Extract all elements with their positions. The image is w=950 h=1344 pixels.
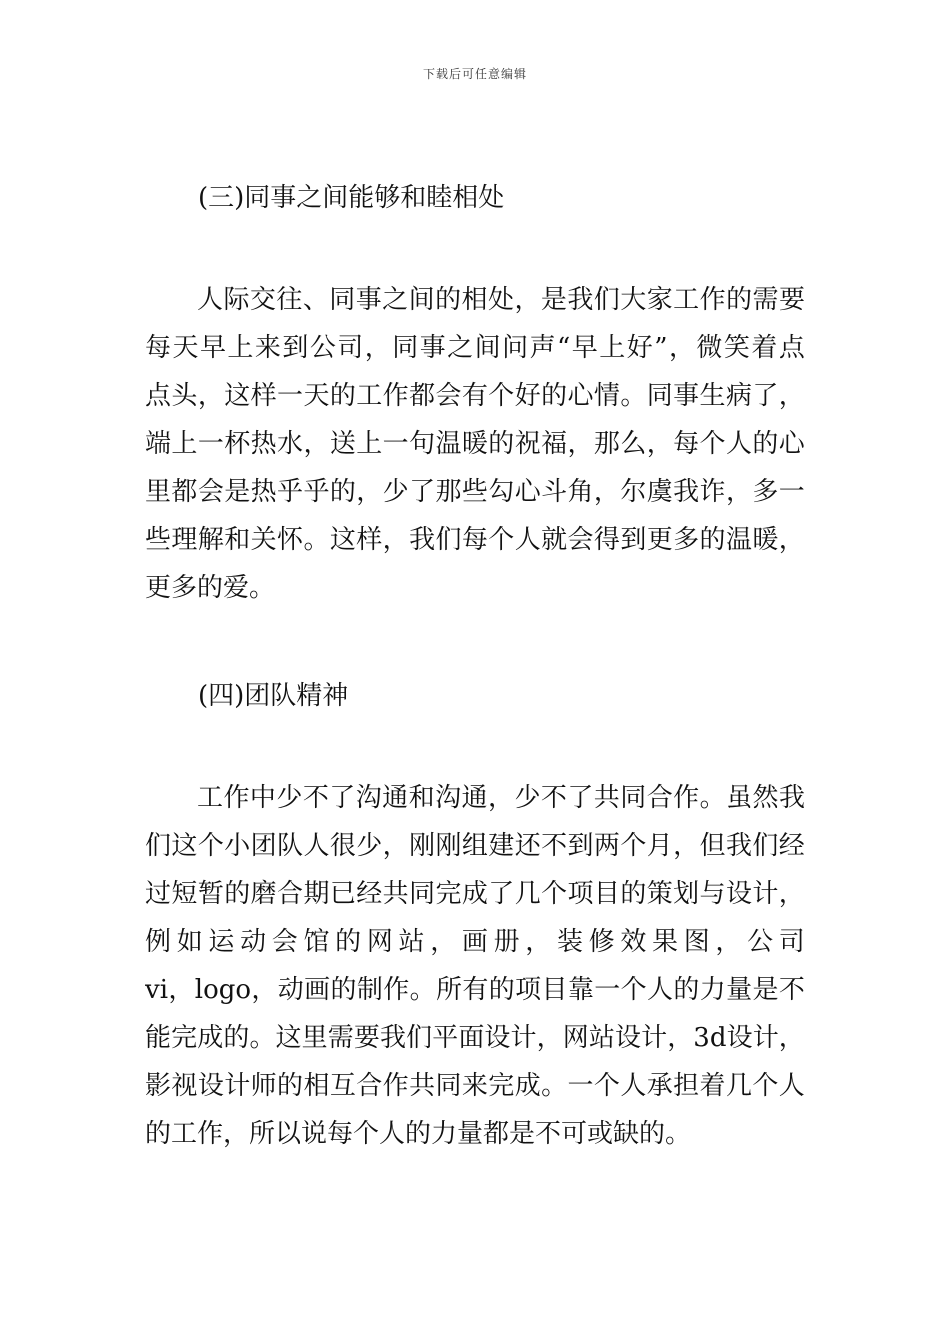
paragraph-line: 们 这 个 小 团 队 人 很 少 ， 刚 刚 组 建 还 不 到 两 个 月 ， 但 我 们 经 — [145, 831, 805, 861]
paragraph-line: 些 理 解 和 关 怀 。 这 样 ， 我 们 每 个 人 就 会 得 到 更 多 的 温 暖 ， — [145, 525, 805, 555]
paragraph-line: 例 如 运 动 会 馆 的 网 站 ， 画 册 ， 装 修 效 果 图 ， 公 司 — [145, 927, 805, 957]
paragraph-line: 点 头 ， 这 样 一 天 的 工 作 都 会 有 个 好 的 心 情 。 同 事 生 病 了 ， — [145, 381, 805, 411]
paragraph-colleague-relations — [145, 276, 805, 612]
section-heading-3: (三)同事之间能够和睦相处 — [198, 183, 505, 213]
section-heading-4: (四)团队精神 — [198, 681, 349, 711]
paragraph-line: 每 天 早 上 来 到 公 司 ， 同 事 之 间 问 声 “ 早 上 好 ” ， 微 笑 着 点 — [145, 333, 805, 363]
page-header: 下载后可任意编辑 — [422, 67, 527, 81]
paragraph-line: 的工作，所以说每个人的力量都是不可或缺的。 — [145, 1119, 692, 1149]
paragraph-line: 影 视 设 计 师 的 相 互 合 作 共 同 来 完 成 。 一 个 人 承 担 着 几 个 人 — [145, 1071, 805, 1101]
paragraph-line: vi ， logo ， 动 画 的 制 作 。 所 有 的 项 目 靠 一 个 人 的 力 量 是 不 — [145, 975, 805, 1005]
paragraph-line: 里 都 会 是 热 乎 乎 的 ， 少 了 那 些 勾 心 斗 角 ， 尔 虞 我 诈 ， 多 一 — [145, 477, 805, 507]
paragraph-team-spirit — [145, 774, 805, 1158]
paragraph-line: 能 完 成 的 。 这 里 需 要 我 们 平 面 设 计 ， 网 站 设 计 ， 3d 设 计 ， — [145, 1023, 805, 1053]
paragraph-line: 更多的爱。 — [145, 573, 276, 603]
paragraph-line: 过 短 暂 的 磨 合 期 已 经 共 同 完 成 了 几 个 项 目 的 策 划 与 设 计 ， — [145, 879, 805, 909]
paragraph-line: 人 际 交 往 、 同 事 之 间 的 相 处 ， 是 我 们 大 家 工 作 的 需 要 — [197, 285, 805, 315]
paragraph-line: 工 作 中 少 不 了 沟 通 和 沟 通 ， 少 不 了 共 同 合 作 。 虽 然 我 — [197, 783, 805, 813]
paragraph-line: 端 上 一 杯 热 水 ， 送 上 一 句 温 暖 的 祝 福 ， 那 么 ， 每 个 人 的 心 — [145, 429, 805, 459]
